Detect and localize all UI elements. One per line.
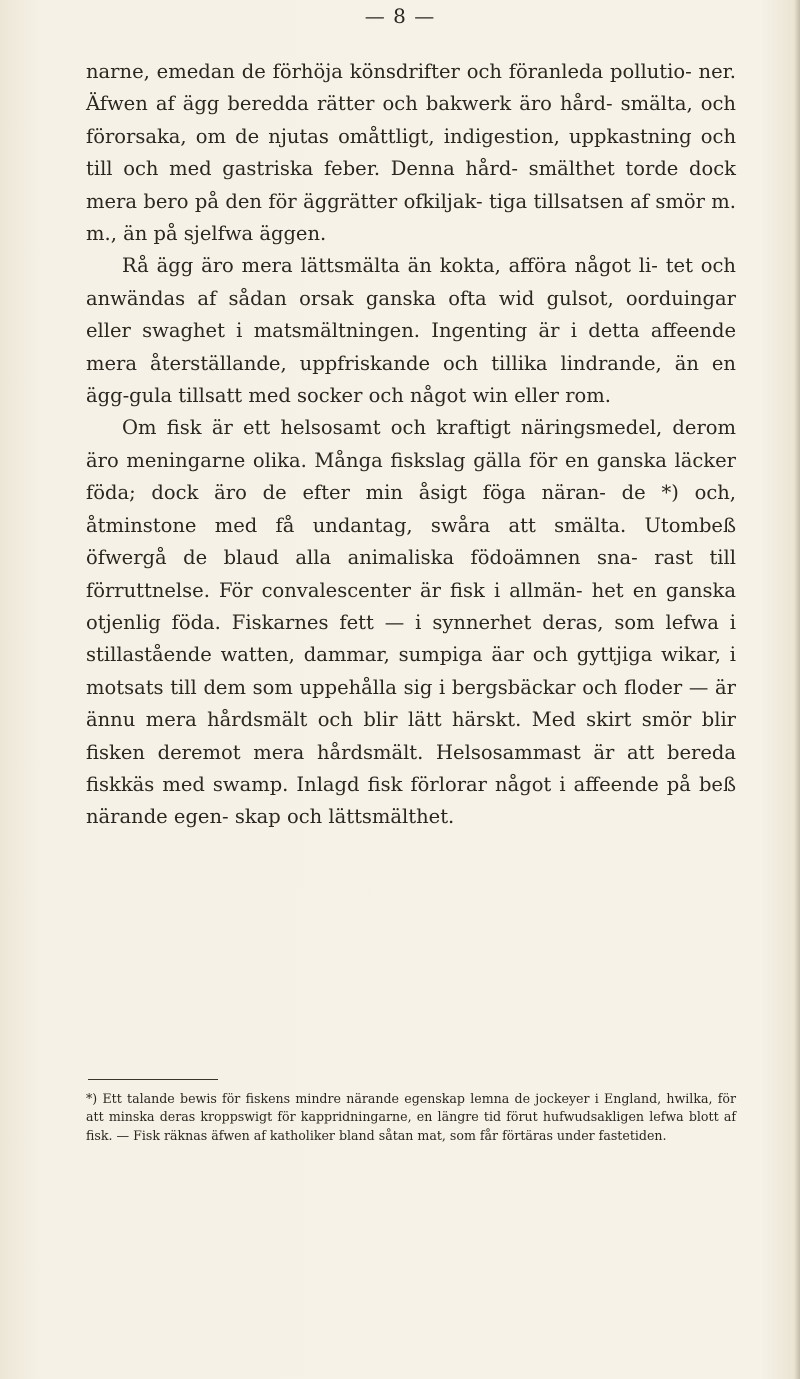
footnote-text: *) Ett talande bewis för fiskens mindre närande egenskap lemna de jockeyer i England, hwilka, för att minska deras kroppswigt för kappridningarne, en längre tid förut hufwudsakligen lefwa blott af fisk. — Fisk räknas äfwen af katholiker bland såtan mat, som får förtäras under fastetiden. [86, 1091, 736, 1143]
paragraph-2: Rå ägg äro mera lättsmälta än kokta, afföra något li- tet och anwändas af sådan orsak ganska ofta wid gulsot, oorduingar eller swaghet i matsmältningen. Ingenting är i detta affeende mera återställande, uppfriskande och tillika lindrande, än en ägg-gula tillsatt med socker och något win eller rom. [86, 254, 736, 408]
page-edge-shadow [794, 0, 800, 1379]
page-number: — 8 — [364, 4, 436, 28]
main-text [86, 56, 736, 834]
footnote [86, 1090, 736, 1145]
paragraph-3: Om fisk är ett helsosamt och kraftigt näringsmedel, derom äro meningarne olika. Många fiskslag gälla för en ganska läcker föda; dock äro de efter min åsigt föga näran- de *) och, åtminstone med få undantag, swåra att smälta. Utombeß öfwergå de blaud alla animaliska födoämnen sna- rast till förruttnelse. För convalescenter är fisk i allmän- het en ganska otjenlig föda. Fiskarnes fett — i synnerhet deras, som lefwa i stillastående watten, dammar, sumpiga äar och gyttjiga wikar, i motsats till dem som uppehålla sig i bergsbäckar och floder — är ännu mera hårdsmält och blir lätt härskt. Med skirt smör blir fisken deremot mera hårdsmält. Helsosammast är att bereda fiskkäs med swamp. Inlagd fisk förlorar något i affeende på beß närande egen- skap och lättsmälthet. [86, 416, 736, 829]
paragraph-1: narne, emedan de förhöja könsdrifter och föranleda pollutio- ner. Äfwen af ägg beredda rätter och bakwerk äro hård- smälta, och förorsaka, om de njutas omåttligt, indigestion, uppkastning och till och med gastriska feber. Denna hård- smälthet torde dock mera bero på den för äggrätter ofkiljak- tiga tillsatsen af smör m. m., än på sjelfwa äggen. [86, 60, 736, 246]
footnote-divider [88, 1079, 218, 1080]
